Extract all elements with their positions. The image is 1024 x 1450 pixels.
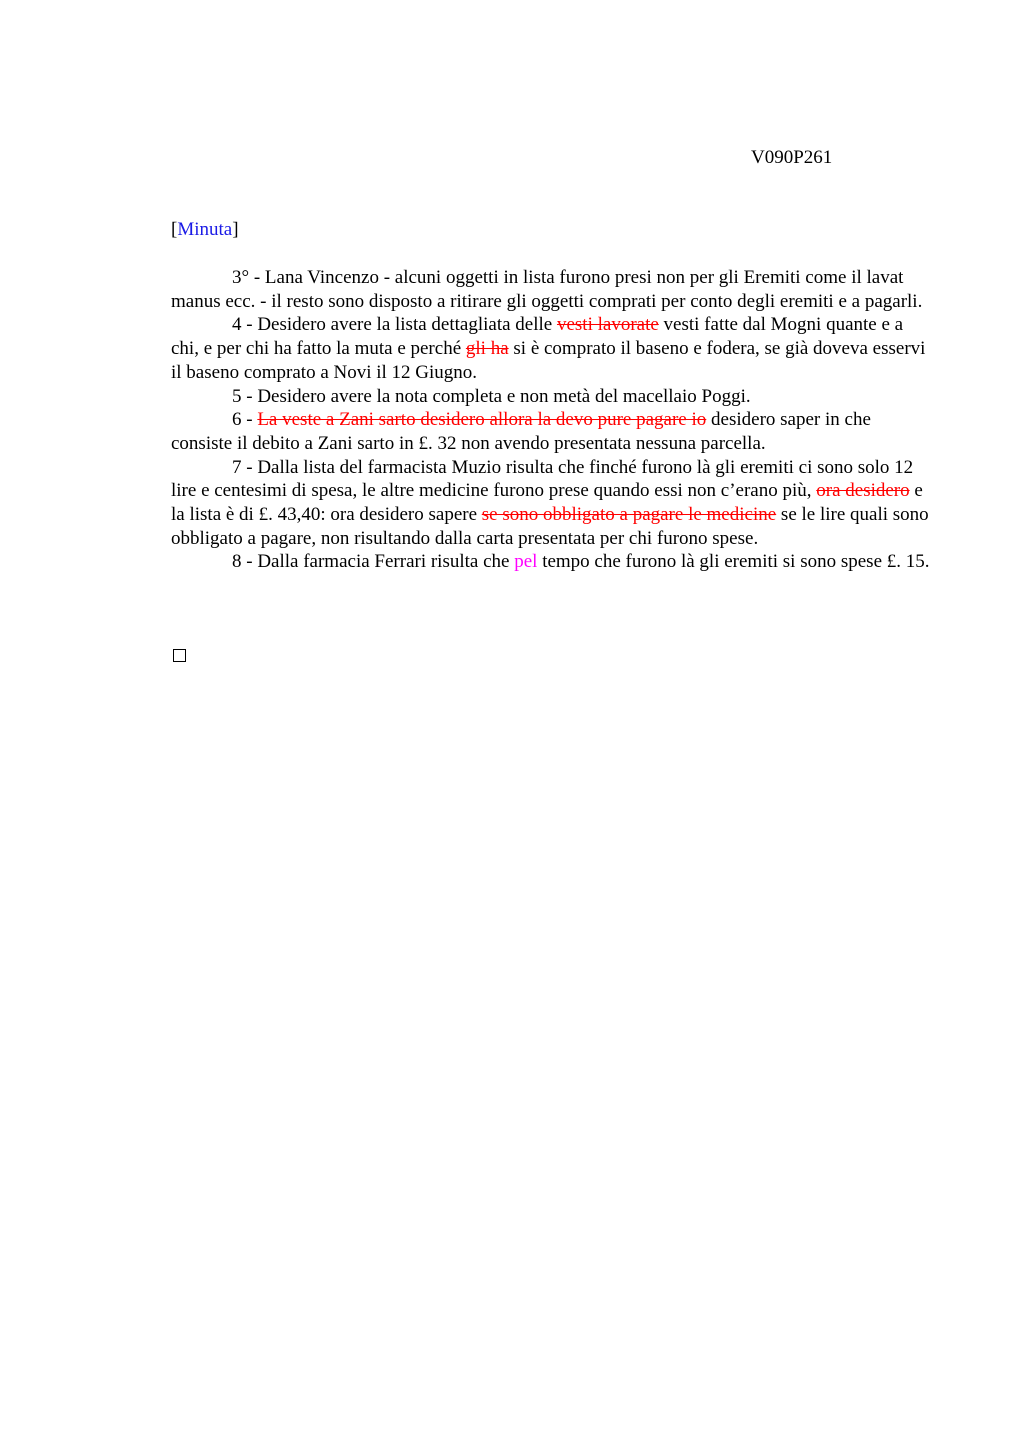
paragraph-text: tempo che furono là gli eremiti si sono spese £. 15. [537,551,930,573]
end-of-text-box-icon [173,649,186,662]
paragraph-text: 8 - Dalla farmacia Ferrari risulta che [232,551,515,573]
label-open-bracket: [ [171,219,178,240]
paragraph-text: 3° - Lana Vincenzo - alcuni oggetti in lista furono presi non per gli Eremiti come il lavat manus ecc. - il resto sono disposto a ritirare gli oggetti comprati per conto degli eremiti e a pagarli. [171,267,923,312]
deleted-text: vesti lavorate [556,314,659,336]
paragraph-text: e la lista è di £. 43,40: ora desidero sapere [171,480,923,526]
paragraph-text: 5 - Desidero avere la nota completa e non metà del macellaio Poggi. [232,385,751,407]
paragraph-text: si è comprato il baseno e fodera, se già doveva esservi il baseno comprato a Novi il 12 Giugno. [171,338,926,383]
paragraph-item-7 [171,456,931,551]
page-identifier: V090P261 [751,147,833,168]
deleted-text: ora desidero [816,480,910,502]
deleted-text: gli ha [465,338,509,360]
paragraph-text: vesti fatte dal Mogni quante e a chi, e per chi ha fatto la muta e perché [171,314,904,360]
paragraph-item-8 [171,550,931,574]
letter-body [171,266,931,574]
paragraph-item-6 [171,408,931,455]
paragraph-item-3 [171,266,931,313]
label-word: Minuta [177,219,233,240]
paragraph-text: desidero saper in che consiste il debito a Zani sarto in £. 32 non avendo presentata nessuna parcella. [171,409,871,454]
label-close-bracket: ] [232,219,239,240]
deleted-text: La veste a Zani sarto desidero allora la devo pure pagare io [257,409,707,431]
paragraph-text: 6 - [232,409,258,431]
paragraph-text: se le lire quali sono obbligato a pagare, non risultando dalla carta presentata per chi furono spese. [171,504,929,549]
paragraph-text: 4 - Desidero avere la lista dettagliata delle [232,314,557,336]
paragraph-text: 7 - Dalla lista del farmacista Muzio risulta che finché furono là gli eremiti ci sono solo 12 lire e centesimi di spesa, le altre medicine furono prese quando essi non c’erano più, [171,456,914,502]
document-type-label [171,219,239,241]
deleted-text: se sono obbligato a pagare le medicine [481,504,777,526]
paragraph-item-5 [171,385,931,409]
inserted-text: pel [514,551,538,573]
paragraph-item-4 [171,313,931,384]
